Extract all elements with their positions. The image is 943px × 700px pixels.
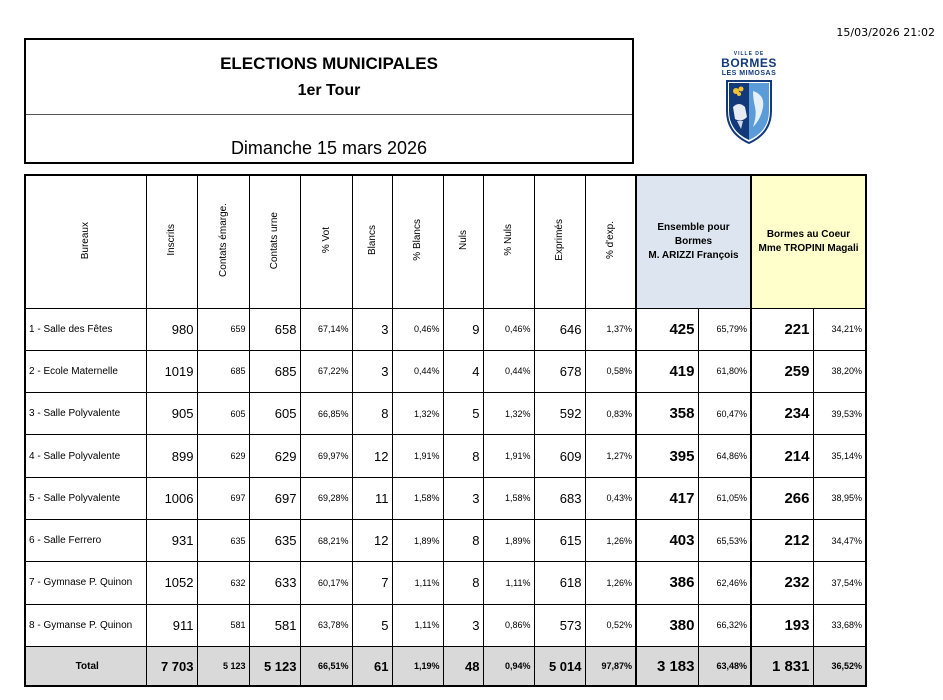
candidate-2-percent: 38,95% — [813, 477, 866, 519]
candidate-1-votes: 380 — [636, 604, 698, 646]
table-row — [25, 477, 866, 519]
nuls-cell: 5 — [443, 393, 483, 435]
table-row — [25, 393, 866, 435]
candidate-1-percent: 60,47% — [698, 393, 751, 435]
candidate-2-votes: 234 — [751, 393, 813, 435]
candidate-1-list: Ensemble pour Bormes — [657, 221, 730, 247]
candidate-2-percent: 39,53% — [813, 393, 866, 435]
pblancs-cell: 1,19% — [392, 646, 443, 686]
bureau-cell: 8 - Gymanse P. Quinon — [25, 604, 146, 646]
title-box — [24, 38, 634, 164]
town-logo — [717, 52, 781, 150]
pvot-cell: 67,22% — [300, 350, 352, 392]
inscrits-cell: 931 — [146, 519, 197, 561]
pnuls-cell: 1,11% — [483, 562, 534, 604]
nuls-cell: 8 — [443, 562, 483, 604]
coat-of-arms-icon — [717, 77, 781, 145]
candidate-2-votes: 212 — [751, 519, 813, 561]
candidate-1-percent: 66,32% — [698, 604, 751, 646]
table-row — [25, 519, 866, 561]
candidate-1-percent: 63,48% — [698, 646, 751, 686]
candidate-1-votes: 358 — [636, 393, 698, 435]
pexp-cell: 1,27% — [585, 435, 636, 477]
inscrits-cell: 905 — [146, 393, 197, 435]
table-row — [25, 308, 866, 350]
pvot-cell: 69,28% — [300, 477, 352, 519]
pexp-cell: 0,52% — [585, 604, 636, 646]
pexp-cell: 1,26% — [585, 562, 636, 604]
emarge-cell: 697 — [197, 477, 249, 519]
pvot-cell: 60,17% — [300, 562, 352, 604]
col-pvot: % Vot — [300, 175, 352, 308]
emarge-cell: 629 — [197, 435, 249, 477]
nuls-cell: 9 — [443, 308, 483, 350]
urne-cell: 5 123 — [249, 646, 300, 686]
nuls-cell: 8 — [443, 435, 483, 477]
candidate-2-percent: 34,47% — [813, 519, 866, 561]
candidate-1-percent: 62,46% — [698, 562, 751, 604]
candidate-1-votes: 417 — [636, 477, 698, 519]
emarge-cell: 632 — [197, 562, 249, 604]
pvot-cell: 68,21% — [300, 519, 352, 561]
blancs-cell: 12 — [352, 435, 392, 477]
candidate-1-percent: 65,79% — [698, 308, 751, 350]
pexp-cell: 0,58% — [585, 350, 636, 392]
blancs-cell: 8 — [352, 393, 392, 435]
urne-cell: 635 — [249, 519, 300, 561]
title-divider — [26, 114, 632, 115]
candidate-2-percent: 38,20% — [813, 350, 866, 392]
table-row — [25, 350, 866, 392]
pexp-cell: 1,26% — [585, 519, 636, 561]
candidate-1-votes: 386 — [636, 562, 698, 604]
candidate-1-votes: 395 — [636, 435, 698, 477]
candidate-2-votes: 266 — [751, 477, 813, 519]
exprimes-cell: 615 — [534, 519, 585, 561]
pblancs-cell: 1,58% — [392, 477, 443, 519]
inscrits-cell: 1019 — [146, 350, 197, 392]
urne-cell: 697 — [249, 477, 300, 519]
pnuls-cell: 0,44% — [483, 350, 534, 392]
nuls-cell: 3 — [443, 477, 483, 519]
exprimes-cell: 592 — [534, 393, 585, 435]
inscrits-cell: 7 703 — [146, 646, 197, 686]
pexp-cell: 0,43% — [585, 477, 636, 519]
nuls-cell: 8 — [443, 519, 483, 561]
exprimes-cell: 678 — [534, 350, 585, 392]
emarge-cell: 605 — [197, 393, 249, 435]
candidate-2-name: Mme TROPINI Magali — [758, 242, 859, 254]
blancs-cell: 7 — [352, 562, 392, 604]
inscrits-cell: 980 — [146, 308, 197, 350]
urne-cell: 629 — [249, 435, 300, 477]
col-blancs: Blancs — [352, 175, 392, 308]
bureau-cell: Total — [25, 646, 146, 686]
blancs-cell: 11 — [352, 477, 392, 519]
pblancs-cell: 0,46% — [392, 308, 443, 350]
exprimes-cell: 618 — [534, 562, 585, 604]
candidate-1-percent: 65,53% — [698, 519, 751, 561]
pnuls-cell: 1,32% — [483, 393, 534, 435]
blancs-cell: 12 — [352, 519, 392, 561]
pnuls-cell: 1,89% — [483, 519, 534, 561]
blancs-cell: 3 — [352, 308, 392, 350]
col-inscrits: Inscrits — [146, 175, 197, 308]
nuls-cell: 4 — [443, 350, 483, 392]
candidate-2-percent: 37,54% — [813, 562, 866, 604]
pvot-cell: 66,85% — [300, 393, 352, 435]
election-date: Dimanche 15 mars 2026 — [230, 138, 428, 158]
candidate-1-votes: 419 — [636, 350, 698, 392]
blancs-cell: 5 — [352, 604, 392, 646]
nuls-cell: 48 — [443, 646, 483, 686]
pnuls-cell: 0,86% — [483, 604, 534, 646]
bureau-cell: 1 - Salle des Fêtes — [25, 308, 146, 350]
pblancs-cell: 1,11% — [392, 562, 443, 604]
col-pexp: % d'exp. — [585, 175, 636, 308]
page-title: ELECTIONS MUNICIPALES — [220, 54, 438, 73]
candidate-2-list: Bormes au Coeur — [766, 228, 851, 240]
logo-top-text: VILLE DE — [733, 51, 765, 57]
inscrits-cell: 1052 — [146, 562, 197, 604]
candidate-1-votes: 3 183 — [636, 646, 698, 686]
candidate-1-percent: 61,05% — [698, 477, 751, 519]
candidate-2-votes: 214 — [751, 435, 813, 477]
candidate-2-votes: 259 — [751, 350, 813, 392]
bureau-cell: 7 - Gymnase P. Quinon — [25, 562, 146, 604]
candidate-2-votes: 193 — [751, 604, 813, 646]
candidate-2-percent: 34,21% — [813, 308, 866, 350]
pblancs-cell: 1,11% — [392, 604, 443, 646]
urne-cell: 658 — [249, 308, 300, 350]
urne-cell: 633 — [249, 562, 300, 604]
pvot-cell: 69,97% — [300, 435, 352, 477]
candidate-1-percent: 64,86% — [698, 435, 751, 477]
candidate-2-votes: 232 — [751, 562, 813, 604]
nuls-cell: 3 — [443, 604, 483, 646]
col-emarge: Contats émarge. — [197, 175, 249, 308]
total-row — [25, 646, 866, 686]
pblancs-cell: 0,44% — [392, 350, 443, 392]
inscrits-cell: 1006 — [146, 477, 197, 519]
exprimes-cell: 573 — [534, 604, 585, 646]
bureau-cell: 3 - Salle Polyvalente — [25, 393, 146, 435]
col-bureaux: Bureaux — [25, 175, 146, 308]
col-pnuls: % Nuls — [483, 175, 534, 308]
table-row — [25, 604, 866, 646]
pexp-cell: 97,87% — [585, 646, 636, 686]
pnuls-cell: 0,46% — [483, 308, 534, 350]
pnuls-cell: 0,94% — [483, 646, 534, 686]
exprimes-cell: 683 — [534, 477, 585, 519]
logo-name: BORMES — [721, 56, 777, 70]
pvot-cell: 67,14% — [300, 308, 352, 350]
bureau-cell: 6 - Salle Ferrero — [25, 519, 146, 561]
blancs-cell: 61 — [352, 646, 392, 686]
pblancs-cell: 1,32% — [392, 393, 443, 435]
results-table — [24, 174, 867, 687]
candidate-2-percent: 33,68% — [813, 604, 866, 646]
candidate-1-votes: 403 — [636, 519, 698, 561]
pblancs-cell: 1,89% — [392, 519, 443, 561]
col-urne: Contats urne — [249, 175, 300, 308]
urne-cell: 605 — [249, 393, 300, 435]
candidate-1-name: M. ARIZZI François — [648, 249, 739, 261]
inscrits-cell: 911 — [146, 604, 197, 646]
pnuls-cell: 1,91% — [483, 435, 534, 477]
bureau-cell: 5 - Salle Polyvalente — [25, 477, 146, 519]
candidate-2-votes: 1 831 — [751, 646, 813, 686]
candidate-1-percent: 61,80% — [698, 350, 751, 392]
emarge-cell: 685 — [197, 350, 249, 392]
urne-cell: 581 — [249, 604, 300, 646]
emarge-cell: 659 — [197, 308, 249, 350]
table-row — [25, 562, 866, 604]
header-row — [25, 175, 866, 308]
exprimes-cell: 646 — [534, 308, 585, 350]
pexp-cell: 0,83% — [585, 393, 636, 435]
emarge-cell: 5 123 — [197, 646, 249, 686]
logo-sub: LES MIMOSAS — [721, 70, 777, 77]
candidate-1-header — [636, 175, 751, 308]
emarge-cell: 635 — [197, 519, 249, 561]
candidate-2-header — [751, 175, 866, 308]
col-exprimes: Exprimés — [534, 175, 585, 308]
candidate-2-percent: 36,52% — [813, 646, 866, 686]
pnuls-cell: 1,58% — [483, 477, 534, 519]
urne-cell: 685 — [249, 350, 300, 392]
round-subtitle: 1er Tour — [297, 82, 361, 99]
inscrits-cell: 899 — [146, 435, 197, 477]
col-pblancs: % Blancs — [392, 175, 443, 308]
candidate-1-votes: 425 — [636, 308, 698, 350]
pvot-cell: 63,78% — [300, 604, 352, 646]
col-nuls: Nuls — [443, 175, 483, 308]
candidate-2-percent: 35,14% — [813, 435, 866, 477]
blancs-cell: 3 — [352, 350, 392, 392]
pexp-cell: 1,37% — [585, 308, 636, 350]
pblancs-cell: 1,91% — [392, 435, 443, 477]
print-timestamp: 15/03/2026 21:02 — [836, 26, 935, 39]
candidate-2-votes: 221 — [751, 308, 813, 350]
exprimes-cell: 609 — [534, 435, 585, 477]
bureau-cell: 2 - Ecole Maternelle — [25, 350, 146, 392]
exprimes-cell: 5 014 — [534, 646, 585, 686]
pvot-cell: 66,51% — [300, 646, 352, 686]
emarge-cell: 581 — [197, 604, 249, 646]
bureau-cell: 4 - Salle Polyvalente — [25, 435, 146, 477]
table-row — [25, 435, 866, 477]
